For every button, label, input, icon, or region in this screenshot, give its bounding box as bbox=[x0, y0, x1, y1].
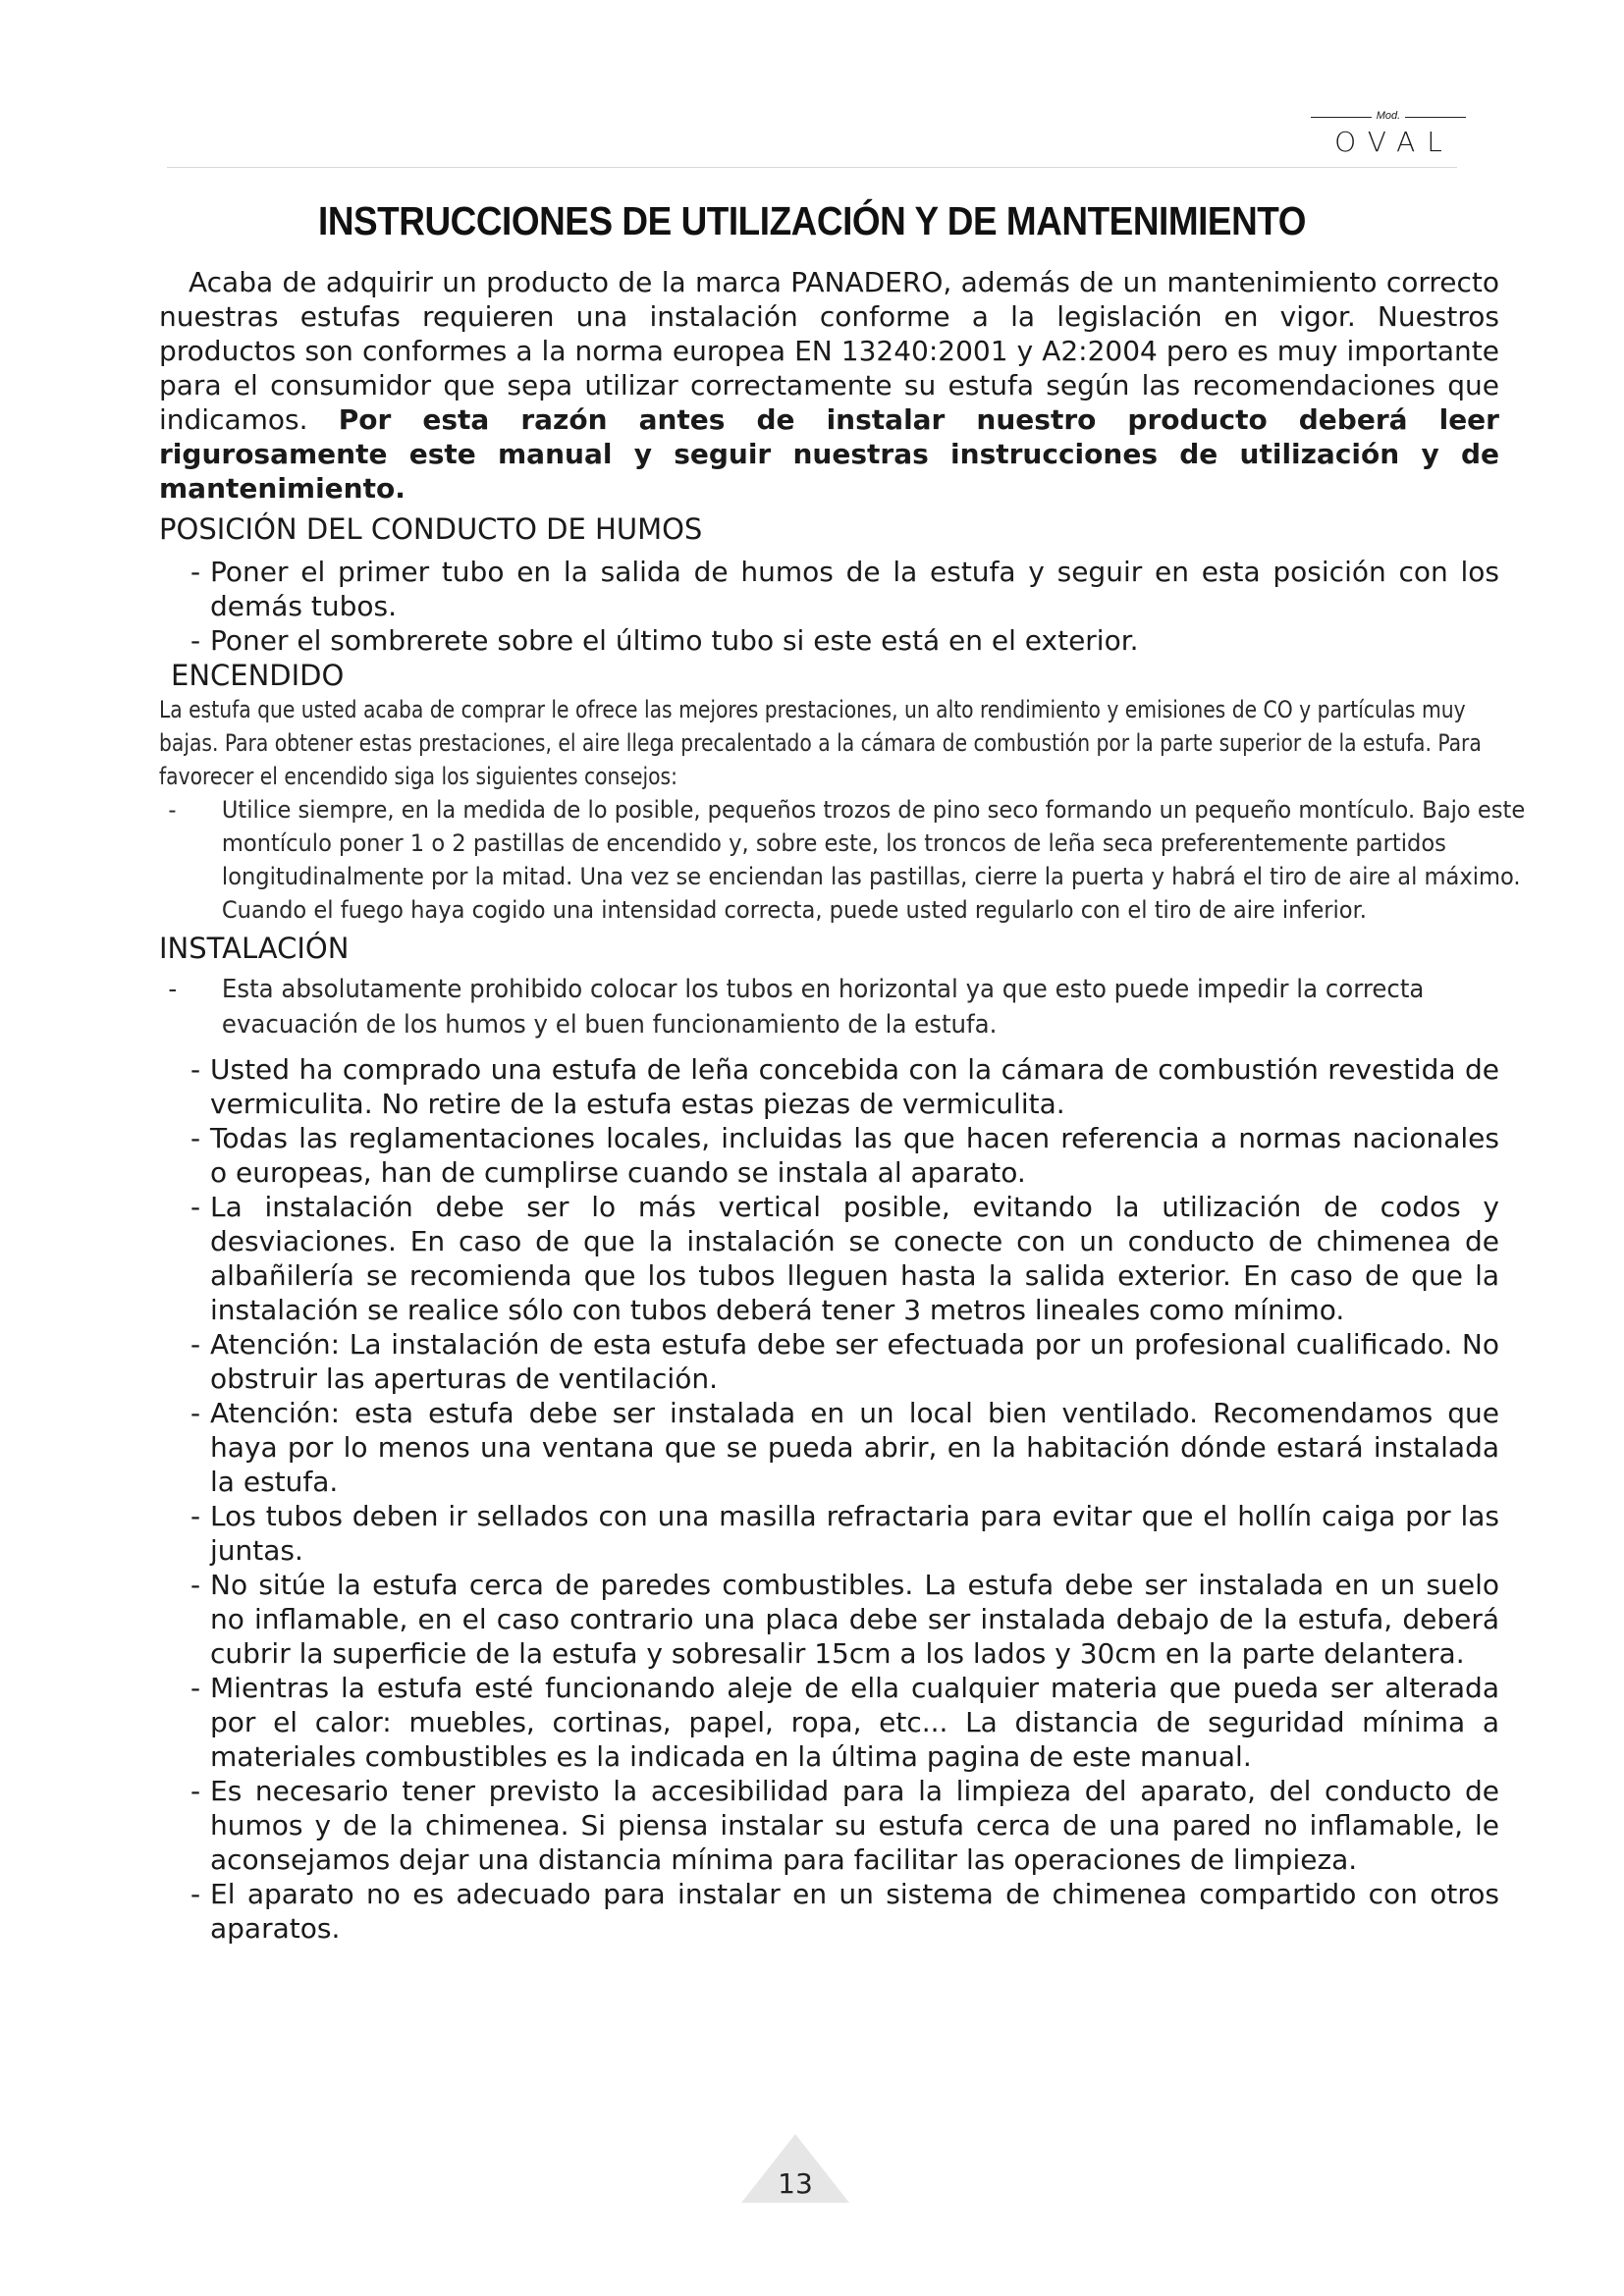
list-item: - El aparato no es adecuado para instalar en un sistema de chimenea compartido con otros aparatos. bbox=[159, 1877, 1499, 1946]
heading-humos: POSICIÓN DEL CONDUCTO DE HUMOS bbox=[159, 512, 703, 546]
page-number: 13 bbox=[778, 2167, 813, 2200]
page-title: INSTRUCCIONES DE UTILIZACIÓN Y DE MANTENIMIENTO bbox=[318, 198, 1306, 243]
list-item: - Es necesario tener previsto la accesibilidad para la limpieza del aparato, del conducto de humos y de la chimenea. Si piensa instalar su estufa cerca de una pared no inflamable, le aconsejamos dejar una distancia mínima para facilitar las operaciones de limpieza. bbox=[159, 1774, 1499, 1877]
warning-item: - Esta absolutamente prohibido colocar los tubos en horizontal ya que esto puede impedir la correcta evacuación de los humos y el buen funcionamiento de la estufa. bbox=[159, 972, 1533, 1042]
list-item: - La instalación debe ser lo más vertical posible, evitando la utilización de codos y desviaciones. En caso de que la instalación se conecte con un conducto de chimenea de albañilería se recomienda que los tubos lleguen hasta la salida exterior. En caso de que la instalación se realice sólo con tubos deberá tener 3 metros lineales como mínimo. bbox=[159, 1190, 1499, 1327]
intro-paragraph bbox=[159, 265, 1499, 506]
list-item: - Usted ha comprado una estufa de leña concebida con la cámara de combustión revestida de vermiculita. No retire de la estufa estas piezas de vermiculita. bbox=[159, 1052, 1499, 1121]
humos-list bbox=[159, 555, 1499, 658]
page-number-badge bbox=[741, 2134, 849, 2203]
list-item: - Utilice siempre, en la medida de lo posible, pequeños trozos de pino seco formando un pequeño montículo. Bajo este montículo poner 1 o 2 pastillas de encendido y, sobre este, los troncos de leña seca preferentemente partidos longitudinalmente por la mitad. Una vez se enciendan las pastillas, cierre la puerta y habrá el tiro de aire al máximo. bbox=[159, 793, 1533, 893]
model-name: OVAL bbox=[1334, 126, 1454, 158]
encendido-list bbox=[159, 793, 1526, 893]
heading-instalacion: INSTALACIÓN bbox=[159, 932, 350, 965]
list-item: - Mientras la estufa esté funcionando aleje de ella cualquier materia que pueda ser alterada por el calor: muebles, cortinas, papel, ropa, etc... La distancia de seguridad mínima a materiales combustibles es la indicada en la última pagina de este manual. bbox=[159, 1671, 1499, 1774]
model-prefix: Mod. bbox=[1305, 110, 1472, 124]
header-divider bbox=[167, 167, 1457, 168]
list-item: - Poner el primer tubo en la salida de humos de la estufa y seguir en esta posición con los demás tubos. bbox=[159, 555, 1499, 623]
heading-encendido: ENCENDIDO bbox=[171, 659, 345, 692]
intro-bold-text: Por esta razón antes de instalar nuestro producto deberá leer rigurosamente este manual y seguir nuestras instrucciones de utilización y de mantenimiento. bbox=[159, 403, 1499, 505]
encendido-paragraph: La estufa que usted acaba de comprar le ofrece las mejores prestaciones, un alto rendimiento y emisiones de CO y partículas muy bajas. Para obtener estas prestaciones, el aire llega precalentado a la cámara de combustión por la parte superior de la estufa. Para favorecer el encendido siga los siguientes consejos: bbox=[159, 696, 1482, 790]
intro-text: Acaba de adquirir un producto de la marca PANADERO, además de un mantenimiento correcto nuestras estufas requieren una instalación conforme a la legislación en vigor. Nuestros productos son conformes a la norma europea EN 13240:2001 y A2:2004 pero es muy importante para el consumidor que sepa utilizar correctamente su estufa según las recomendaciones que indicamos. bbox=[159, 266, 1499, 436]
list-item: - Todas las reglamentaciones locales, incluidas las que hacen referencia a normas nacionales o europeas, han de cumplirse cuando se instala al aparato. bbox=[159, 1121, 1499, 1190]
page-body bbox=[159, 265, 1526, 1946]
brand-logo bbox=[1305, 110, 1472, 158]
list-item: - Atención: esta estufa debe ser instalada en un local bien ventilado. Recomendamos que haya por lo menos una ventana que se pueda abrir, en la habitación dónde estará instalada la estufa. bbox=[159, 1396, 1499, 1499]
encendido-continuation: Cuando el fuego haya cogido una intensidad correcta, puede usted regularlo con el tiro de aire inferior. bbox=[221, 896, 1367, 924]
instalacion-warning-list bbox=[159, 972, 1499, 1042]
instalacion-list bbox=[159, 1052, 1499, 1946]
list-item: - Atención: La instalación de esta estufa debe ser efectuada por un profesional cualificado. No obstruir las aperturas de ventilación. bbox=[159, 1327, 1499, 1396]
list-item: - No sitúe la estufa cerca de paredes combustibles. La estufa debe ser instalada en un suelo no inflamable, en el caso contrario una placa debe ser instalada debajo de la estufa, deberá cubrir la superficie de la estufa y sobresalir 15cm a los lados y 30cm en la parte delantera. bbox=[159, 1568, 1499, 1671]
list-item: - Poner el sombrerete sobre el último tubo si este está en el exterior. bbox=[159, 623, 1499, 658]
list-item: - Los tubos deben ir sellados con una masilla refractaria para evitar que el hollín caiga por las juntas. bbox=[159, 1499, 1499, 1568]
